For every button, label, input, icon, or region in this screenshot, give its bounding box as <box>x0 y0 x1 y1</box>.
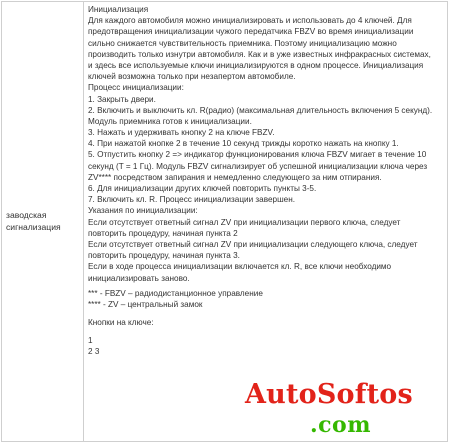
row-label-cell <box>6 210 82 233</box>
note-line: Если отсутствует ответный сигнал ZV при инициализации первого ключа, следует <box>88 217 401 227</box>
footnotes <box>88 288 444 310</box>
intro-line: и здесь все используемые ключи инициализируются в одном процессе. Инициализация <box>88 60 424 70</box>
step-item: ZV**** посредством запирания и немедленно следующего за ним отпирания. <box>88 172 382 182</box>
step-item: 7. Включить кл. R. Процесс инициализации завершен. <box>88 195 296 205</box>
process-heading: Процесс инициализации: <box>88 83 184 93</box>
section-title: Инициализация <box>88 5 149 14</box>
step-item: 1. Закрыть двери. <box>88 94 156 104</box>
intro-line: предотвращения инициализации чужого передатчика FBZV во время инициализации <box>88 27 414 37</box>
row-label-line: сигнализация <box>6 221 61 232</box>
note-line: повторить процедуру, начиная пункта 2 <box>88 228 238 238</box>
footnote-line: *** - FBZV – радиодистанционное управление <box>88 288 263 298</box>
note-line: инициализировать заново. <box>88 273 190 283</box>
column-divider <box>83 2 84 441</box>
intro-line: сильно снижается чувствительность приемника. Поэтому инициализацию можно <box>88 38 397 48</box>
content-cell <box>88 4 444 358</box>
note-line: Если отсутствует ответный сигнал ZV при инициализации следующего ключа, следует <box>88 239 418 249</box>
buttons-line: 1 <box>88 336 93 346</box>
step-item: 6. Для инициализации других ключей повторить пункты 3-5. <box>88 184 317 193</box>
watermark-brand: AutoSoftos <box>245 379 413 410</box>
intro-line: производить только изнутри автомобиля. Как и в уже известных инфракрасных системах, <box>88 49 431 59</box>
step-item: 5. Отпустить кнопку 2 => индикатор функционирования ключа FBZV мигает в течение 10 <box>88 150 427 160</box>
buttons-heading: Кнопки на ключе: <box>88 318 154 328</box>
note-line: Если в ходе процесса инициализации включается кл. R, все ключи необходимо <box>88 262 392 272</box>
step-item: 4. При нажатой кнопке 2 в течение 10 секунд трижды коротко нажать на кнопку 1. <box>88 139 399 149</box>
step-item: Модуль приемника готов к инициализации. <box>88 116 252 126</box>
watermark-domain: .com <box>310 412 372 438</box>
footnote-line: **** - ZV – центральный замок <box>88 299 203 309</box>
step-item: секунд (T = 1 Гц). Модуль FBZV сигнализирует об успешной инициализации ключа через <box>88 161 428 171</box>
step-item: 2. Включить и выключить кл. R(радио) (максимальная длительность включения 5 секунд). <box>88 105 433 115</box>
buttons-line: 2 3 <box>88 347 100 357</box>
intro-paragraph <box>88 15 444 82</box>
notes-list <box>88 217 444 284</box>
row-label-line: заводская <box>6 210 47 220</box>
step-item: 3. Нажать и удерживать кнопку 2 на ключе FBZV. <box>88 128 275 138</box>
intro-line: Для каждого автомобиля можно инициализировать и использовать до 4 ключей. Для <box>88 16 412 26</box>
steps-list <box>88 94 444 206</box>
intro-line: ключей возможна только при незапертом автомобиле. <box>88 72 296 82</box>
info-table <box>1 1 448 442</box>
note-line: повторить процедуру, начиная пункта 3. <box>88 251 240 261</box>
notes-heading: Указания по инициализации: <box>88 206 198 216</box>
